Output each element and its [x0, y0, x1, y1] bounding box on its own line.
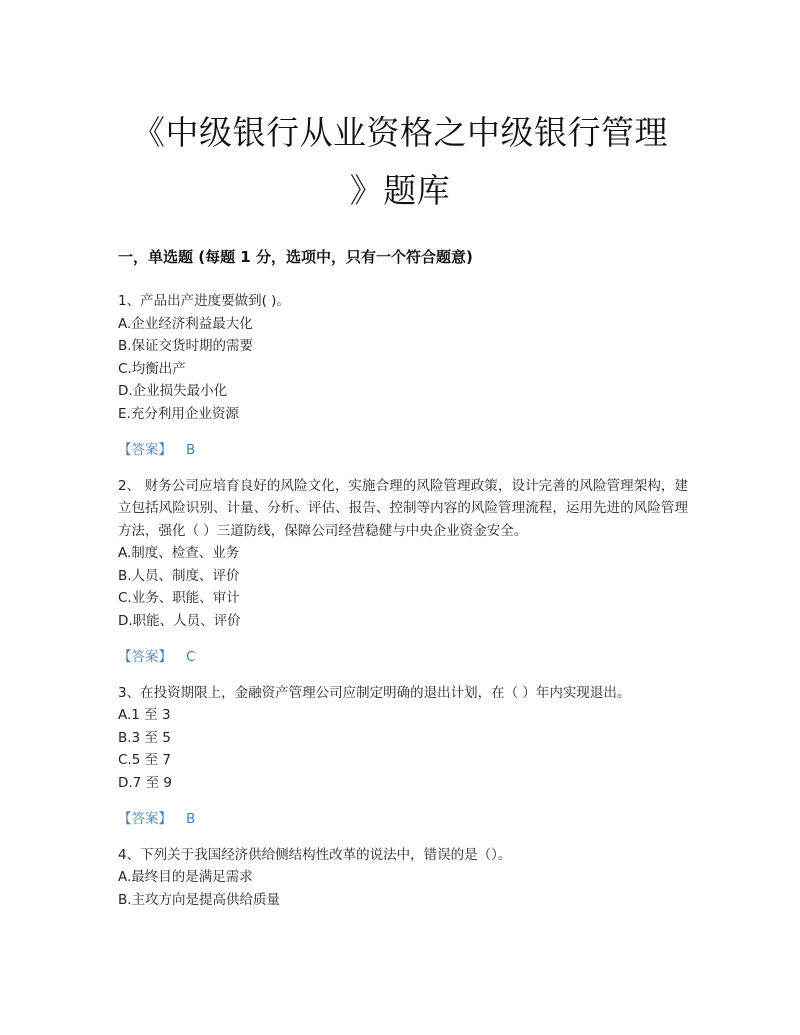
option-e: E.充分利用企业资源	[118, 405, 239, 422]
answer-row	[118, 646, 688, 669]
option-b: B.人员、制度、评价	[118, 567, 240, 584]
question-text: 3、在投资期限上，金融资产管理公司应制定明确的退出计划，在（ ）年内实现退出。	[118, 684, 631, 701]
answer-value: B	[186, 811, 196, 827]
question-3	[118, 682, 688, 831]
option-c: C.业务、职能、审计	[118, 590, 240, 606]
option-a: A.最终目的是满足需求	[118, 869, 253, 885]
option-c: C.5 至 7	[118, 752, 171, 768]
answer-label: 【答案】	[118, 649, 172, 665]
option-d: D.职能、人员、评价	[118, 612, 241, 629]
answer-row	[118, 439, 688, 462]
section-heading: 一，单选题 (每题 1 分，选项中，只有一个符合题意)	[118, 248, 473, 266]
question-list	[118, 290, 688, 911]
question-1	[118, 290, 688, 462]
option-d: D.7 至 9	[118, 774, 172, 791]
option-d: D.企业损失最小化	[118, 383, 228, 399]
document-title	[100, 104, 700, 220]
option-a: A.1 至 3	[118, 707, 171, 723]
option-b: B.主攻方向是提高供给质量	[118, 891, 281, 908]
option-c: C.均衡出产	[118, 360, 186, 377]
answer-value: C	[186, 649, 196, 665]
answer-label: 【答案】	[118, 811, 172, 827]
title-line-2: 》题库	[349, 171, 451, 210]
answer-row	[118, 808, 688, 831]
option-a: A.制度、检查、业务	[118, 545, 240, 561]
question-4	[118, 844, 688, 912]
option-b: B.保证交货时期的需要	[118, 338, 254, 354]
question-text: 4、下列关于我国经济供给侧结构性改革的说法中，错误的是（）。	[118, 846, 512, 863]
question-text: 2、 财务公司应培育良好的风险文化，实施合理的风险管理政策，设计完善的风险管理架构，建立包括风险识别、计量、分析、评估、报告、控制等内容的风险管理流程，运用先进的风险管理方法，强化（ ）三道防线，保障公司经营稳健与中央企业资金安全。	[118, 477, 688, 539]
answer-value: B	[186, 442, 196, 458]
answer-label: 【答案】	[118, 442, 172, 458]
option-b: B.3 至 5	[118, 729, 171, 746]
question-text: 1、产品出产进度要做到( )。	[118, 293, 290, 309]
title-line-1: 《中级银行从业资格之中级银行管理	[132, 113, 668, 152]
question-2	[118, 475, 688, 669]
option-a: A.企业经济利益最大化	[118, 315, 253, 332]
